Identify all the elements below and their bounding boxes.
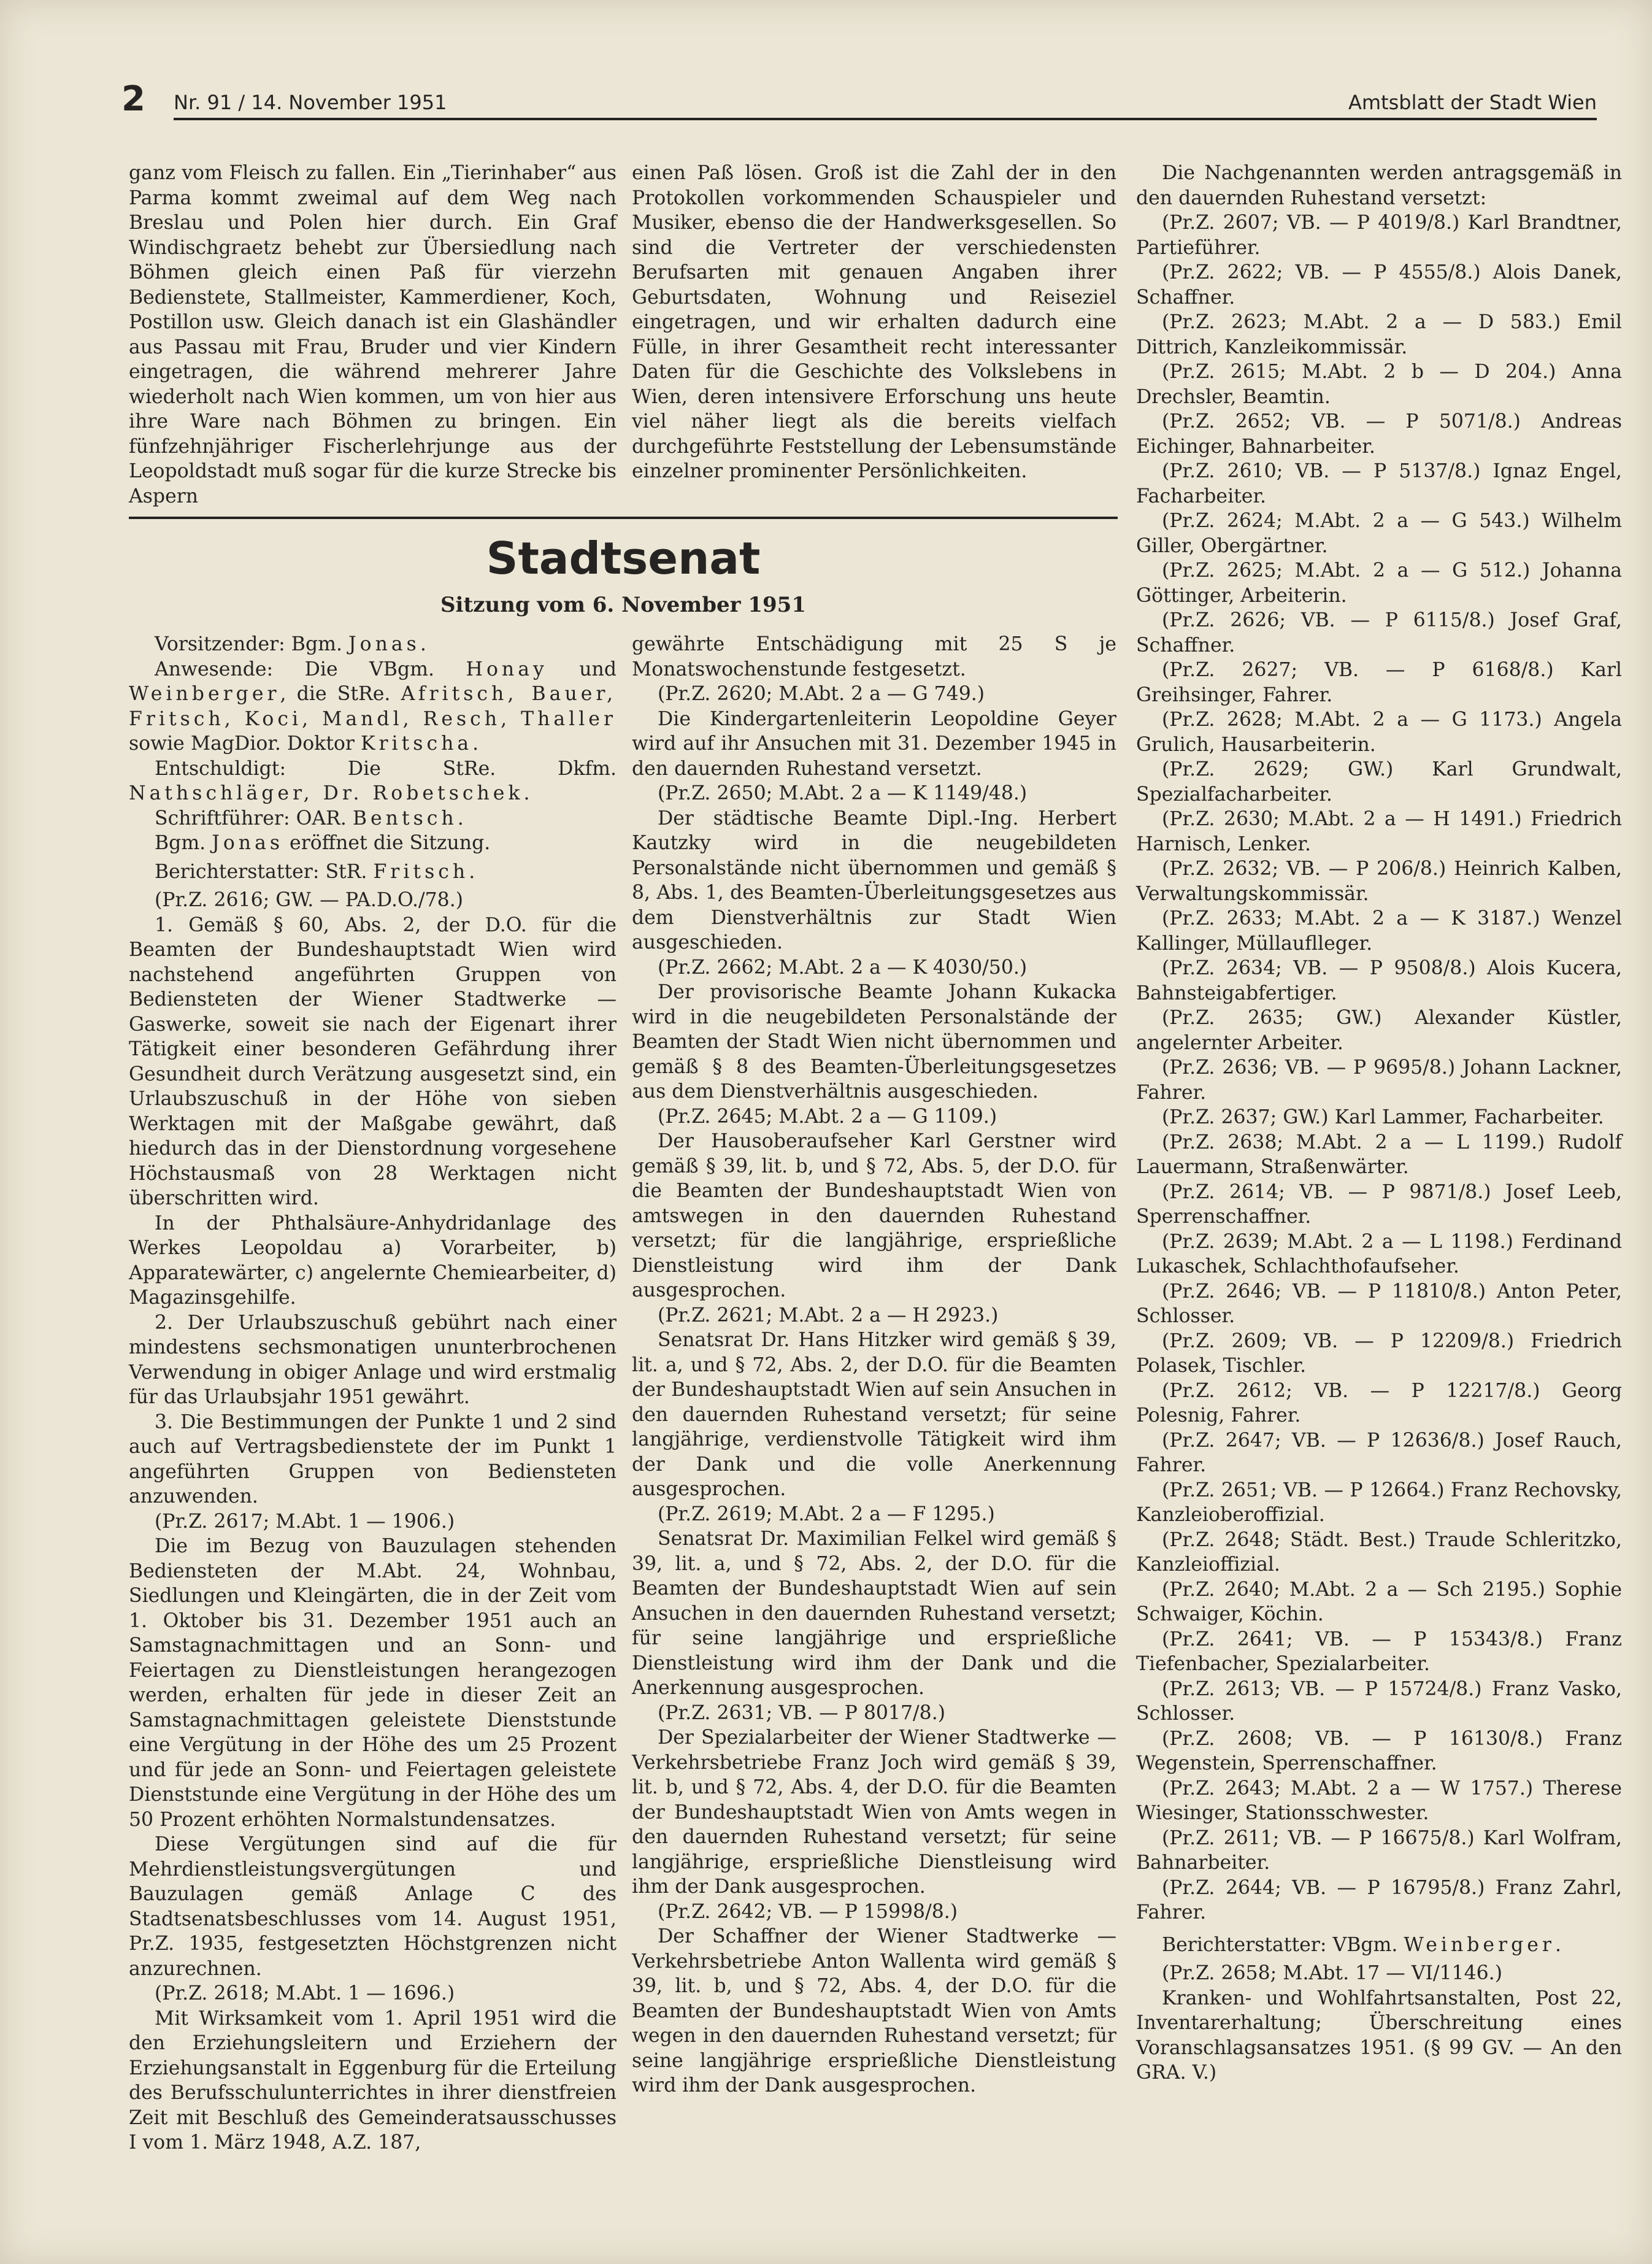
retirement-entry: (Pr.Z. 2633; M.Abt. 2 a — K 3187.) Wenzel Kallinger, Müllauflleger. — [1136, 907, 1622, 955]
retirement-entry: (Pr.Z. 2613; VB. — P 15724/8.) Franz Vasko, Schlosser. — [1136, 1677, 1622, 1725]
paragraph: Senatsrat Dr. Hans Hitzker wird gemäß § 39, lit. a, und § 72, Abs. 2, der D.O. für die Beamten der Bundeshauptstadt Wien auf sein Ansuchen in den dauernden Ruhestand versetzt; für seine langjährige, verdienstvolle Tätigkeit wird ihm der Dank und die volle Anerkennung ausgesprochen. — [632, 1329, 1116, 1500]
retirement-entry: (Pr.Z. 2646; VB. — P 11810/8.) Anton Peter, Schlosser. — [1136, 1280, 1622, 1327]
retirement-entry: (Pr.Z. 2630; M.Abt. 2 a — H 1491.) Friedrich Harnisch, Lenker. — [1136, 808, 1622, 855]
retirement-entry: (Pr.Z. 2635; GW.) Alexander Küstler, angelernter Arbeiter. — [1136, 1007, 1622, 1054]
reference-line: (Pr.Z. 2662; M.Abt. 2 a — K 4030/50.) — [658, 956, 1028, 979]
paragraph: Der städtische Beamte Dipl.-Ing. Herbert Kautzky wird in die neugebildeten Personalstände nicht übernommen und gemäß § 8, Abs. 1, des Beamten-Überleitungsgesetzes aus dem Dienstverhältnis zur Stadt Wien ausgeschieden. — [632, 807, 1116, 953]
retirement-entry: (Pr.Z. 2638; M.Abt. 2 a — L 1199.) Rudolf Lauermann, Straßenwärter. — [1136, 1131, 1622, 1178]
retirement-entry: (Pr.Z. 2611; VB. — P 16675/8.) Karl Wolfram, Bahnarbeiter. — [1136, 1827, 1622, 1874]
retirement-entry: (Pr.Z. 2627; VB. — P 6168/8.) Karl Greihsinger, Fahrer. — [1136, 659, 1622, 706]
reference-line: (Pr.Z. 2617; M.Abt. 1 — 1906.) — [155, 1510, 455, 1533]
header-rule — [174, 118, 1597, 120]
reference-line: (Pr.Z. 2616; GW. — PA.D.O./78.) — [155, 889, 464, 911]
paragraph: Kranken- und Wohlfahrtsanstalten, Post 22, Inventarerhaltung; Überschreitung eines Voranschlagsansatzes 1951. (§ 99 GV. — An den GRA. V.) — [1136, 1987, 1622, 2084]
retirement-entry: (Pr.Z. 2625; M.Abt. 2 a — G 512.) Johanna Göttinger, Arbeiterin. — [1136, 560, 1622, 607]
paragraph: Die im Bezug von Bauzulagen stehenden Bediensteten der M.Abt. 24, Wohnbau, Siedlungen und Kleingärten, die in der Zeit vom 1. Oktober bis 31. Dezember 1951 auch an Samstagnachmittagen und an Sonn- und Feiertagen zu Dienstleistungen herangezogen werden, erhalten für jede in dieser Zeit an Samstagnachmittagen geleistete Dienststunde eine Vergütung in der Höhe des um 25 Prozent und für jede an Sonn- und Feiertagen geleistete Dienststunde eine Vergütung in der Höhe des um 50 Prozent erhöhten Normalstundensatzes. — [129, 1535, 617, 1831]
retirement-entry: (Pr.Z. 2610; VB. — P 5137/8.) Ignaz Engel, Facharbeiter. — [1136, 460, 1622, 507]
retirement-entry: (Pr.Z. 2615; M.Abt. 2 b — D 204.) Anna Drechsler, Beamtin. — [1136, 361, 1622, 408]
retirement-entry: (Pr.Z. 2640; M.Abt. 2 a — Sch 2195.) Sophie Schwaiger, Köchin. — [1136, 1578, 1622, 1625]
excused-line: Entschuldigt: Die StRe. Dkfm. Nathschläger, Dr. Robetschek. — [129, 757, 617, 804]
retirement-entry: (Pr.Z. 2626; VB. — P 6115/8.) Josef Graf, Schaffner. — [1136, 609, 1622, 656]
section-divider — [129, 517, 1118, 519]
retirement-entry: (Pr.Z. 2628; M.Abt. 2 a — G 1173.) Angela Grulich, Hausarbeiterin. — [1136, 709, 1622, 756]
publication-title: Amtsblatt der Stadt Wien — [1348, 91, 1597, 114]
reference-line: (Pr.Z. 2620; M.Abt. 2 a — G 749.) — [658, 683, 985, 705]
paragraph: gewährte Entschädigung mit 25 S je Monatswochenstunde festgesetzt. — [632, 633, 1116, 680]
paragraph: Senatsrat Dr. Maximilian Felkel wird gemäß § 39, lit. a, und § 72, Abs. 2, der D.O. für die Beamten der Bundeshauptstadt Wien auf sein Ansuchen in den dauernden Ruhestand versetzt; für seine langjährige und ersprießliche Dienstleistung wird ihm der Dank und die Anerkennung ausgesprochen. — [632, 1528, 1116, 1699]
continuation-text-1: ganz vom Fleisch zu fallen. Ein „Tierinhaber“ aus Parma kommt zweimal auf dem Weg nach Breslau und Polen hier durch. Ein Graf Windischgraetz behebt zur Übersiedlung nach Böhmen gleich einen Paß für vierzehn Bedienstete, Stallmeister, Kammerdiener, Koch, Postillon usw. Gleich danach ist ein Glashändler aus Passau mit Frau, Bruder und vier Kindern eingetragen, die während mehrerer Jahre wiederholt nach Wien kommen, um von hier aus ihre Ware nach Böhmen zu bringen. Ein fünfzehnjähriger Fischerlehrjunge aus der Leopoldstadt muß sogar für die kurze Strecke bis Aspern — [129, 162, 617, 507]
paragraph: Der Spezialarbeiter der Wiener Stadtwerke — Verkehrsbetriebe Franz Joch wird gemäß § 39, lit. b, und § 72, Abs. 4, der D.O. für die Beamten der Bundeshauptstadt Wien von Amts wegen in den dauernden Ruhestand versetzt; für seine langjährige, ersprießliche Dienstleisung wird ihm der Dank ausgesprochen. — [632, 1727, 1116, 1898]
retirement-entry: (Pr.Z. 2608; VB. — P 16130/8.) Franz Wegenstein, Sperrenschaffner. — [1136, 1727, 1622, 1774]
reference-line: (Pr.Z. 2621; M.Abt. 2 a — H 2923.) — [658, 1304, 999, 1326]
retirement-entry: (Pr.Z. 2636; VB. — P 9695/8.) Johann Lackner, Fahrer. — [1136, 1057, 1622, 1104]
retirement-entry: (Pr.Z. 2622; VB. — P 4555/8.) Alois Danek, Schaffner. — [1136, 261, 1622, 309]
retirement-entry: (Pr.Z. 2614; VB. — P 9871/8.) Josef Leeb, Sperrenschaffner. — [1136, 1180, 1622, 1228]
paragraph: In der Phthalsäure-Anhydridanlage des Werkes Leopoldau a) Vorarbeiter, b) Apparatewärter, c) angelernte Chemiearbeiter, d) Magazinsgehilfe. — [129, 1212, 617, 1309]
reference-line: (Pr.Z. 2642; VB. — P 15998/8.) — [658, 1900, 958, 1923]
secretary-line: Schriftführer: OAR. Bentsch. — [155, 807, 464, 830]
page-header — [121, 79, 1597, 120]
reference-line: (Pr.Z. 2619; M.Abt. 2 a — F 1295.) — [658, 1503, 995, 1525]
reporter-line: Berichterstatter: VBgm. Weinberger. — [1162, 1933, 1561, 1956]
issue-date: Nr. 91 / 14. November 1951 — [174, 91, 447, 114]
present-line: Anwesende: Die VBgm. Honay und Weinberger, die StRe. Afritsch, Bauer, Fritsch, Koci, Mandl, Resch, Thaller sowie MagDior. Doktor Kritscha. — [129, 658, 617, 755]
retirement-entry: (Pr.Z. 2641; VB. — P 15343/8.) Franz Tiefenbacher, Spezialarbeiter. — [1136, 1628, 1622, 1675]
retirement-entry: (Pr.Z. 2629; GW.) Karl Grundwalt, Spezialfacharbeiter. — [1136, 758, 1622, 806]
retirement-intro: Die Nachgenannten werden antragsgemäß in den dauernden Ruhestand versetzt: — [1136, 162, 1622, 209]
reference-line: (Pr.Z. 2658; M.Abt. 17 — VI/1146.) — [1162, 1962, 1502, 1984]
paragraph: Der Hausoberaufseher Karl Gerstner wird gemäß § 39, lit. b, und § 72, Abs. 5, der D.O. für die Beamten der Bundeshauptstadt Wien von amtswegen in den dauernden Ruhestand versetzt; für die langjährige, ersprießliche Dienstleistung wird ihm der Dank ausgesprochen. — [632, 1130, 1116, 1301]
continuation-column-2 — [632, 161, 1116, 484]
reporter-line: Berichterstatter: StR. Fritsch. — [155, 860, 475, 883]
section-subtitle: Sitzung vom 6. November 1951 — [440, 593, 806, 617]
paragraph: Die Kindergartenleiterin Leopoldine Geyer wird auf ihr Ansuchen mit 31. Dezember 1945 in den dauernden Ruhestand versetzt. — [632, 707, 1116, 780]
retirement-entry: (Pr.Z. 2624; M.Abt. 2 a — G 543.) Wilhelm Giller, Obergärtner. — [1136, 510, 1622, 557]
retirement-entry: (Pr.Z. 2652; VB. — P 5071/8.) Andreas Eichinger, Bahnarbeiter. — [1136, 410, 1622, 458]
continuation-text-2: einen Paß lösen. Groß ist die Zahl der in den Protokollen vorkommenden Schauspieler und Musiker, ebenso die der Handwerksgesellen. So sind die Vertreter der verschiedensten Berufsarten mit genauen Angaben ihrer Geburtsdaten, Wohnung und Reiseziel eingetragen, und wir erhalten dadurch eine Fülle, in ihrer Gesamtheit recht interessanter Daten für die Geschichte des Volkslebens in Wien, deren intensivere Erforschung uns heute viel näher liegt als die bereits vielfach durchgeführte Feststellung der Lebensumstände einzelner prominenter Persönlichkeiten. — [632, 162, 1116, 482]
reference-line: (Pr.Z. 2645; M.Abt. 2 a — G 1109.) — [658, 1105, 997, 1128]
retirement-entry: (Pr.Z. 2607; VB. — P 4019/8.) Karl Brandtner, Partieführer. — [1136, 212, 1622, 259]
page-number: 2 — [121, 79, 145, 119]
retirement-entry: (Pr.Z. 2623; M.Abt. 2 a — D 583.) Emil Dittrich, Kanzleikommissär. — [1136, 311, 1622, 358]
retirement-entry: (Pr.Z. 2609; VB. — P 12209/8.) Friedrich Polasek, Tischler. — [1136, 1330, 1622, 1377]
paragraph: Der Schaffner der Wiener Stadtwerke — Verkehrsbetriebe Anton Wallenta wird gemäß § 39, lit. b, und § 72, Abs. 4, der D.O. für die Beamten der Bundeshauptstadt Wien von Amts wegen in den dauernden Ruhestand versetzt; für seine langjährige ersprießliche Dienstleistung wird ihm der Dank ausgesprochen. — [632, 1925, 1116, 2097]
reference-line: (Pr.Z. 2650; M.Abt. 2 a — K 1149/48.) — [658, 782, 1028, 804]
paragraph: 1. Gemäß § 60, Abs. 2, der D.O. für die Beamten der Bundeshauptstadt Wien wird nachstehend angeführten Gruppen von Bediensteten der Wiener Stadtwerke — Gaswerke, soweit sie nach der Eigenart ihrer Tätigkeit einer besonderen Gefährdung ihrer Gesundheit durch Verätzung ausgesetzt sind, ein Urlaubszuschuß in der Höhe von sieben Werktagen mit der Maßgabe gewährt, daß hiedurch das in der Dienstordnung vorgesehene Höchstausmaß von 28 Werktagen nicht überschritten wird. — [129, 914, 617, 1209]
section-title: Stadtsenat — [486, 533, 761, 584]
paragraph: Der provisorische Beamte Johann Kukacka wird in die neugebildeten Personalstände der Beamten der Stadt Wien nicht übernommen und gemäß § 8 des Beamten-Überleitungsgesetzes aus dem Dienstverhältnis ausgeschieden. — [632, 981, 1116, 1103]
continuation-column-1 — [129, 161, 617, 509]
minutes-column-2 — [632, 632, 1116, 2098]
paragraph: 3. Die Bestimmungen der Punkte 1 und 2 sind auch auf Vertragsbedienstete der im Punkt 1 angeführten Gruppen von Bediensteten anzuwenden. — [129, 1411, 617, 1507]
retirement-entry: (Pr.Z. 2632; VB. — P 206/8.) Heinrich Kalben, Verwaltungskommissär. — [1136, 858, 1622, 905]
retirement-entry: (Pr.Z. 2637; GW.) Karl Lammer, Facharbeiter. — [1162, 1106, 1604, 1128]
opening-line: Bgm. Jonas eröffnet die Sitzung. — [155, 832, 491, 854]
reference-line: (Pr.Z. 2618; M.Abt. 1 — 1696.) — [155, 1982, 455, 2004]
retirement-entry: (Pr.Z. 2648; Städt. Best.) Traude Schleritzko, Kanzleioffizial. — [1136, 1528, 1622, 1576]
retirement-entry: (Pr.Z. 2612; VB. — P 12217/8.) Georg Polesnig, Fahrer. — [1136, 1379, 1622, 1427]
paragraph: 2. Der Urlaubszuschuß gebührt nach einer mindestens sechsmonatigen ununterbrochenen Verwendung in obiger Anlage und wird erstmalig für das Urlaubsjahr 1951 gewährt. — [129, 1311, 617, 1408]
chair-line: Vorsitzender: Bgm. Jonas. — [155, 633, 426, 655]
retirement-column — [1136, 161, 1622, 2085]
retirement-entry: (Pr.Z. 2644; VB. — P 16795/8.) Franz Zahrl, Fahrer. — [1136, 1876, 1622, 1923]
paragraph: Diese Vergütungen sind auf die für Mehrdienstleistungsvergütungen und Bauzulagen gemäß Anlage C des Stadtsenatsbeschlusses vom 14. August 1951, Pr.Z. 1935, festgesetzten Höchstgrenzen nicht anzurechnen. — [129, 1833, 617, 1980]
retirement-entry: (Pr.Z. 2634; VB. — P 9508/8.) Alois Kucera, Bahnsteigabfertiger. — [1136, 957, 1622, 1004]
retirement-entry: (Pr.Z. 2639; M.Abt. 2 a — L 1198.) Ferdinand Lukaschek, Schlachthofaufseher. — [1136, 1230, 1622, 1277]
retirement-entry: (Pr.Z. 2651; VB. — P 12664.) Franz Rechovsky, Kanzleioberoffizial. — [1136, 1479, 1622, 1526]
retirement-entry: (Pr.Z. 2643; M.Abt. 2 a — W 1757.) Therese Wiesinger, Stationsschwester. — [1136, 1777, 1622, 1824]
retirement-entry: (Pr.Z. 2647; VB. — P 12636/8.) Josef Rauch, Fahrer. — [1136, 1429, 1622, 1476]
paragraph: Mit Wirksamkeit vom 1. April 1951 wird die den Erziehungsleitern und Erziehern der Erziehungsanstalt in Eggenburg für die Erteilung des Berufsschulunterrichtes in ihrer dienstfreien Zeit mit Beschluß des Gemeinderatsausschusses I vom 1. März 1948, A.Z. 187, — [129, 2007, 617, 2154]
reference-line: (Pr.Z. 2631; VB. — P 8017/8.) — [658, 1701, 946, 1724]
minutes-column-1 — [129, 632, 617, 2155]
